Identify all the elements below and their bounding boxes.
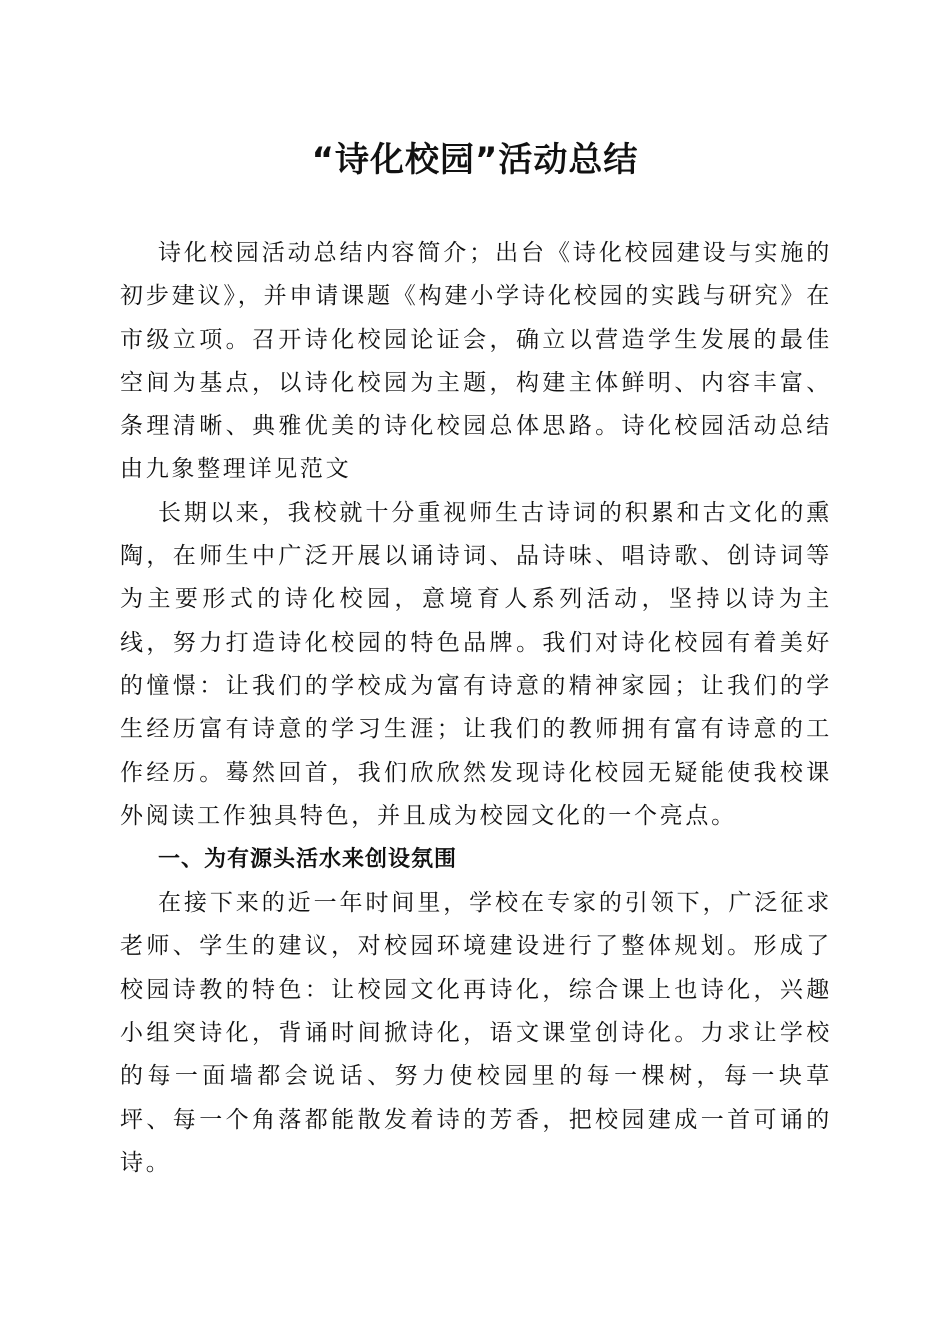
document-title: “诗化校园”活动总结 xyxy=(311,140,639,180)
section-paragraph: 在接下来的近一年时间里，学校在专家的引领下，广泛征求老师、学生的建议，对校园环境建设进行了整体规划。形成了校园诗教的特色：让校园文化再诗化，综合课上也诗化，兴趣小组突诗化，背诵时间掀诗化，语文课堂创诗化。力求让学校的每一面墙都会说话、努力使校园里的每一棵树，每一块草坪、每一个角落都能散发着诗的芳香，把校园建成一首可诵的诗。 xyxy=(120,890,832,1176)
section-heading: 一、为有源头活水来创设氛围 xyxy=(158,847,458,873)
intro-paragraph: 诗化校园活动总结内容简介；出台《诗化校园建设与实施的初步建议》，并申请课题《构建小学诗化校园的实践与研究》在市级立项。召开诗化校园论证会，确立以营造学生发展的最佳空间为基点，以诗化校园为主题，构建主体鲜明、内容丰富、条理清晰、典雅优美的诗化校园总体思路。诗化校园活动总结由九象整理详见范文 xyxy=(120,240,832,483)
document-body xyxy=(120,232,832,1185)
background-paragraph: 长期以来，我校就十分重视师生古诗词的积累和古文化的熏陶，在师生中广泛开展以诵诗词、品诗味、唱诗歌、创诗词等为主要形式的诗化校园，意境育人系列活动，坚持以诗为主线，努力打造诗化校园的特色品牌。我们对诗化校园有着美好的憧憬：让我们的学校成为富有诗意的精神家园；让我们的学生经历富有诗意的学习生涯；让我们的教师拥有富有诗意的工作经历。蓦然回首，我们欣欣然发现诗化校园无疑能使我校课外阅读工作独具特色，并且成为校园文化的一个亮点。 xyxy=(120,499,832,829)
